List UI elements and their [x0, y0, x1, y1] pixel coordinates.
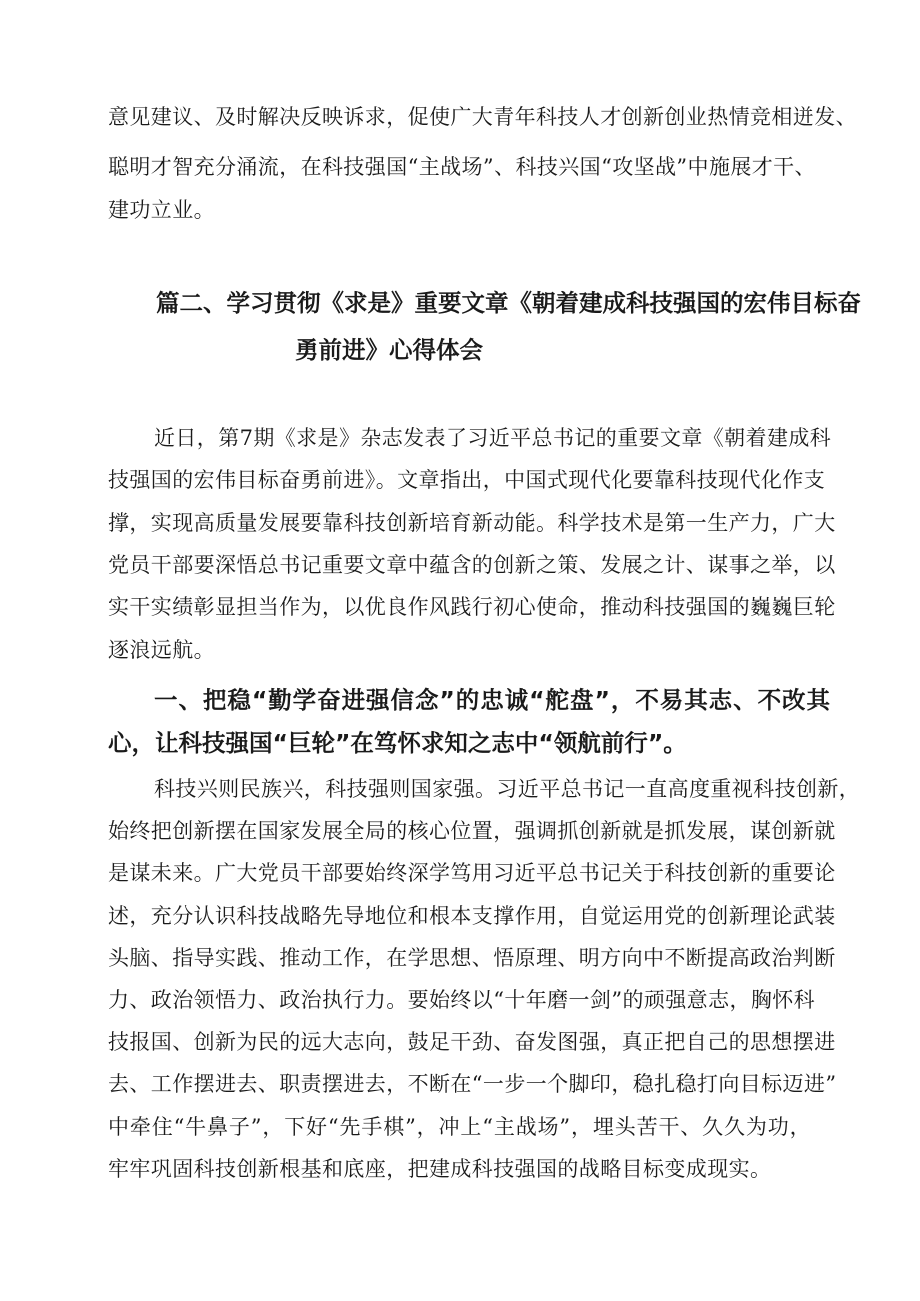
section-line-8: 去、工作摆进去、职责摆进去，不断在“一步一个脚印，稳扎稳打向目标迈进”: [108, 1072, 837, 1096]
section-line-4: 述，充分认识科技战略先导地位和根本支撑作用，自觉运用党的创新理论武装: [108, 904, 836, 928]
opening-line-6: 逐浪远航。: [108, 638, 215, 662]
opening-line-2: 技强国的宏伟目标奋勇前进》。文章指出，中国式现代化要靠科技现代化作支: [108, 468, 826, 492]
section-heading-line-2: 心，让科技强国“巨轮”在笃怀求知之志中“领航前行”。: [108, 729, 687, 757]
article-title-line-1: 篇二、学习贯彻《求是》重要文章《朝着建成科技强国的宏伟目标奋: [156, 289, 861, 317]
section-line-10: 牢牢巩固科技创新根基和底座，把建成科技强国的战略目标变成现实。: [108, 1157, 772, 1181]
section-line-1: 科技兴则民族兴，科技强则国家强。习近平总书记一直高度重视科技创新，: [154, 777, 861, 801]
article-title-line-2: 勇前进》心得体会: [295, 336, 483, 364]
opening-line-4: 党员干部要深悟总书记重要文章中蕴含的创新之策、发展之计、谋事之举，以: [108, 553, 836, 577]
section-line-3: 是谋未来。广大党员干部要始终深学笃用习近平总书记关于科技创新的重要论: [108, 861, 836, 885]
intro-line-3: 建功立业。: [108, 198, 215, 222]
intro-line-1: 意见建议、及时解决反映诉求，促使广大青年科技人才创新创业热情竞相迸发、: [108, 105, 857, 129]
section-line-5: 头脑、指导实践、推动工作，在学思想、悟原理、明方向中不断提高政治判断: [108, 946, 836, 970]
section-line-6: 力、政治领悟力、政治执行力。要始终以“十年磨一剑”的顽强意志，胸怀科: [108, 988, 816, 1012]
intro-line-2: 聪明才智充分涌流，在科技强国“主战场”、科技兴国“攻坚战”中施展才干、: [108, 155, 816, 179]
opening-line-1: 近日，第7期《求是》杂志发表了习近平总书记的重要文章《朝着建成科: [154, 426, 832, 450]
opening-line-3: 撑，实现高质量发展要靠科技创新培育新动能。科学技术是第一生产力，广大: [108, 511, 836, 535]
section-line-9: 中牵住“牛鼻子”，下好“先手棋”，冲上“主战场”，埋头苦干、久久为功，: [108, 1115, 811, 1139]
section-heading-line-1: 一、把稳“勤学奋进强信念”的忠诚“舵盘”，不易其志、不改其: [154, 686, 830, 714]
opening-line-5: 实干实绩彰显担当作为，以优良作风践行初心使命，推动科技强国的巍巍巨轮: [108, 595, 836, 619]
section-line-7: 技报国、创新为民的远大志向，鼓足干劲、奋发图强，真正把自己的思想摆进: [108, 1030, 836, 1054]
section-line-2: 始终把创新摆在国家发展全局的核心位置，强调抓创新就是抓发展，谋创新就: [108, 819, 836, 843]
